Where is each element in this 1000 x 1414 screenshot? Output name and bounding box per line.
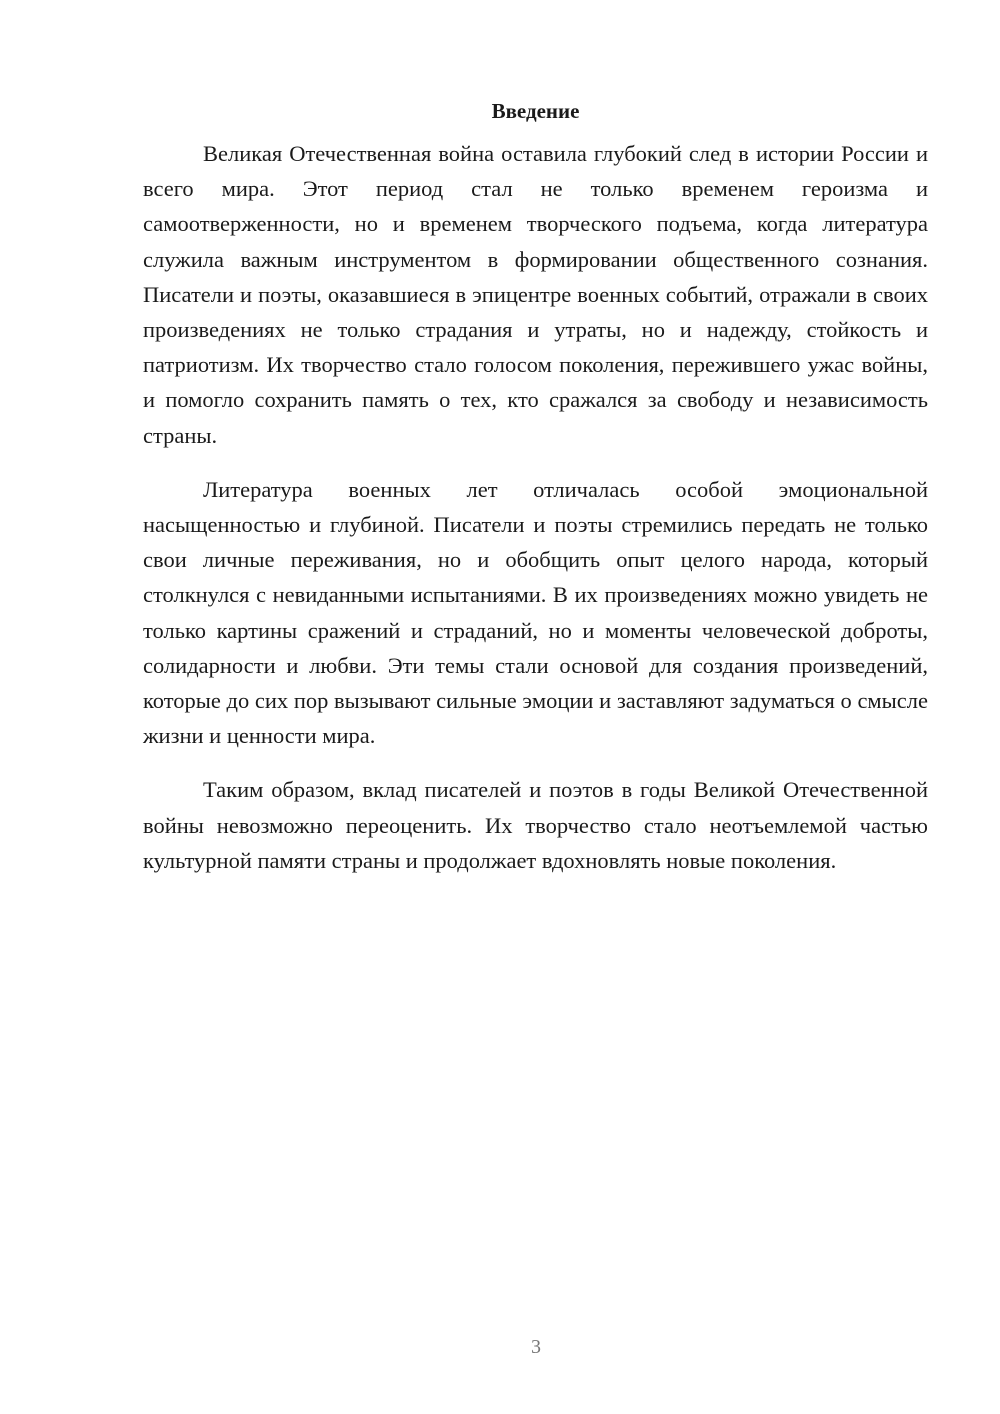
section-heading: Введение xyxy=(491,99,580,123)
page-content xyxy=(143,96,928,897)
paragraph-3: Таким образом, вклад писателей и поэтов в годы Великой Отечественной войны невозможно переоценить. Их творчество стало неотъемлемой частью культурной памяти страны и продолжает вдохновлять новые поколения. xyxy=(143,777,928,873)
paragraph-1: Великая Отечественная война оставила глубокий след в истории России и всего мира. Этот период стал не только временем героизма и самоотверженности, но и временем творческого подъема, когда литература служила важным инструментом в формировании общественного сознания. Писатели и поэты, оказавшиеся в эпицентре военных событий, отражали в своих произведениях не только страдания и утраты, но и надежду, стойкость и патриотизм. Их творчество стало голосом поколения, пережившего ужас войны, и помогло сохранить память о тех, кто сражался за свободу и независимость страны. xyxy=(143,141,928,448)
paragraph-2: Литература военных лет отличалась особой эмоциональной насыщенностью и глубиной. Писатели и поэты стремились передать не только свои личные переживания, но и обобщить опыт целого народа, который столкнулся с невиданными испытаниями. В их произведениях можно увидеть не только картины сражений и страданий, но и моменты человеческой доброты, солидарности и любви. Эти темы стали основой для создания произведений, которые до сих пор вызывают сильные эмоции и заставляют задуматься о смысле жизни и ценности мира. xyxy=(143,476,928,749)
page-number: 3 xyxy=(531,1336,541,1358)
